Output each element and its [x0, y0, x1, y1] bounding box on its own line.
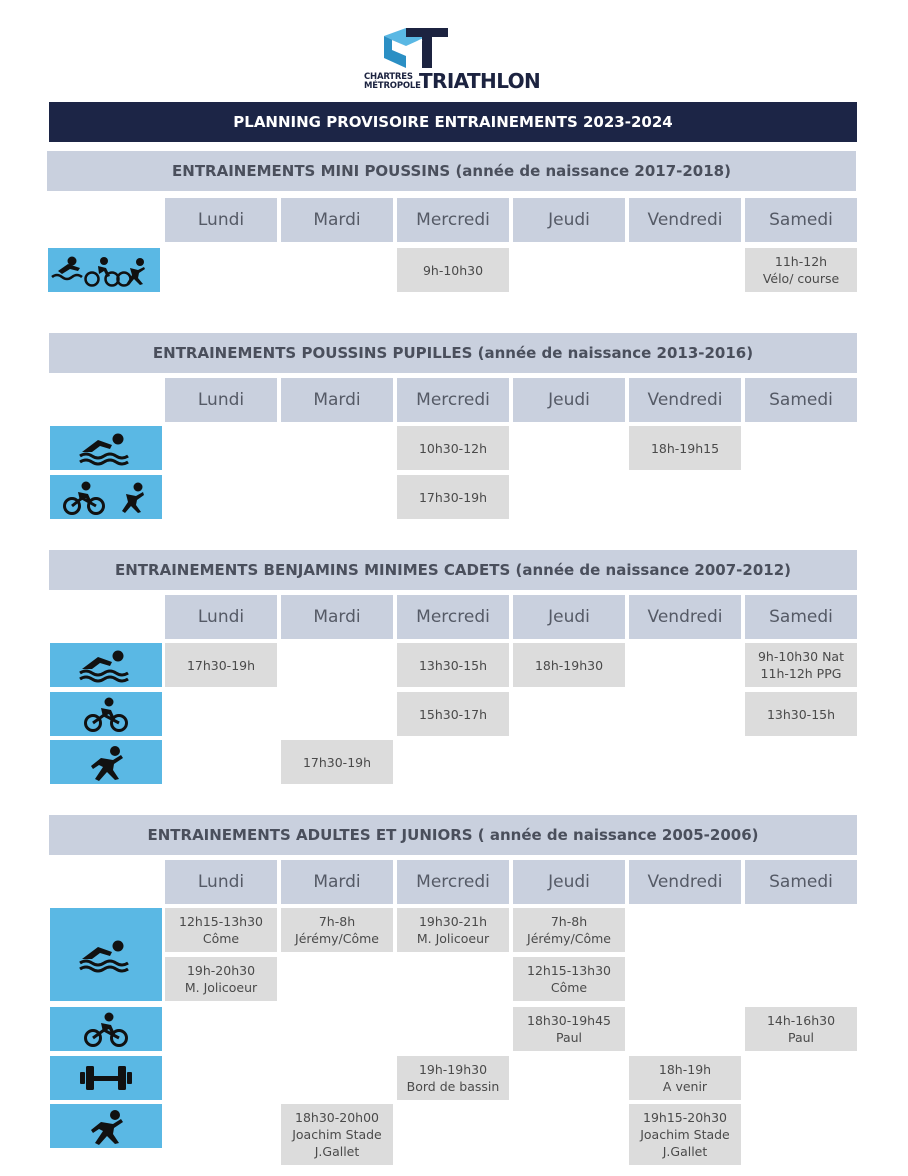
schedule-cell [745, 692, 857, 736]
schedule-cell-time: 7h-8h [318, 914, 356, 929]
day-header-lundi: Lundi [165, 595, 277, 639]
schedule-cell-time: 18h30-19h45 [527, 1013, 611, 1028]
schedule-cell-time: 15h30-17h [418, 706, 488, 722]
logo-text-chartres: CHARTRES [364, 72, 413, 82]
schedule-cell [745, 643, 857, 687]
schedule-cell [513, 908, 625, 952]
schedule-cell-time: 13h30-15h [766, 706, 836, 722]
schedule-cell [629, 426, 741, 470]
schedule-cell-time: 19h-19h30 [418, 1062, 488, 1077]
schedule-cell-coach: M. Jolicoeur [184, 980, 258, 995]
schedule-cell [629, 1056, 741, 1100]
schedule-cell-coach: Joachim Stade [640, 1127, 730, 1142]
section-title-mini-poussins: ENTRAINEMENTS MINI POUSSINS (année de naissance 2017-2018) [47, 151, 856, 191]
schedule-cell-coach: M. Jolicoeur [416, 931, 490, 946]
schedule-cell-time: 9h-10h30 Nat [757, 649, 844, 664]
day-header-mardi: Mardi [281, 860, 393, 904]
bike-icon [50, 692, 162, 736]
schedule-cell-coach: Bord de bassin [406, 1079, 500, 1094]
schedule-cell-time: 12h15-13h30 [179, 914, 263, 929]
day-header-vendredi: Vendredi [629, 198, 741, 242]
club-logo [362, 26, 546, 96]
day-header-vendredi: Vendredi [629, 378, 741, 422]
schedule-cell [745, 248, 857, 292]
section-title-poussins-pupilles: ENTRAINEMENTS POUSSINS PUPILLES (année de naissance 2013-2016) [49, 333, 857, 373]
bike-icon [50, 1007, 162, 1051]
schedule-cell [397, 692, 509, 736]
schedule-cell-time: 9h-10h30 [422, 262, 484, 278]
swim-icon [50, 643, 162, 687]
schedule-cell-time: 17h30-19h [186, 657, 256, 673]
schedule-cell [397, 1056, 509, 1100]
schedule-cell-time: 18h-19h15 [650, 440, 720, 456]
schedule-cell [513, 643, 625, 687]
schedule-cell-time: 19h15-20h30 [643, 1110, 727, 1125]
schedule-cell [513, 1007, 625, 1051]
section-title-adultes-juniors: ENTRAINEMENTS ADULTES ET JUNIORS ( année de naissance 2005-2006) [49, 815, 857, 855]
schedule-cell [281, 908, 393, 952]
section-title-benjamins-minimes-cadets: ENTRAINEMENTS BENJAMINS MINIMES CADETS (année de naissance 2007-2012) [49, 550, 857, 590]
schedule-cell-coach: J.Gallet [314, 1144, 360, 1159]
day-header-mercredi: Mercredi [397, 378, 509, 422]
day-header-samedi: Samedi [745, 860, 857, 904]
schedule-cell-time: 18h-19h [658, 1062, 712, 1077]
day-header-vendredi: Vendredi [629, 595, 741, 639]
schedule-cell-time: 11h-12h [774, 254, 828, 269]
run-icon [50, 1104, 162, 1148]
schedule-cell-time: 13h30-15h [418, 657, 488, 673]
day-header-lundi: Lundi [165, 198, 277, 242]
schedule-cell [397, 426, 509, 470]
schedule-cell [397, 475, 509, 519]
day-header-samedi: Samedi [745, 378, 857, 422]
logo-mark-icon [362, 26, 546, 74]
day-header-mardi: Mardi [281, 378, 393, 422]
schedule-cell-time: 11h-12h PPG [760, 666, 842, 681]
day-header-mercredi: Mercredi [397, 198, 509, 242]
run-icon [50, 740, 162, 784]
day-header-lundi: Lundi [165, 860, 277, 904]
schedule-cell-coach: Paul [787, 1030, 815, 1045]
day-header-vendredi: Vendredi [629, 860, 741, 904]
schedule-cell [397, 643, 509, 687]
schedule-cell-time: 19h30-21h [418, 914, 488, 929]
schedule-cell [165, 957, 277, 1001]
schedule-cell-time: 18h-19h30 [534, 657, 604, 673]
dumbbell-icon [50, 1056, 162, 1100]
schedule-cell-coach: Jérémy/Côme [295, 931, 379, 946]
logo-text-metropole: MÉTROPOLE [364, 81, 421, 91]
schedule-cell [165, 908, 277, 952]
logo-text-triathlon: TRIATHLON [419, 69, 541, 93]
page-title: PLANNING PROVISOIRE ENTRAINEMENTS 2023-2024 [49, 102, 857, 142]
schedule-cell [397, 248, 509, 292]
bike-run-icon [50, 475, 162, 519]
day-header-jeudi: Jeudi [513, 860, 625, 904]
schedule-cell [513, 957, 625, 1001]
schedule-cell-coach: Paul [555, 1030, 583, 1045]
day-header-samedi: Samedi [745, 198, 857, 242]
schedule-cell-time: 19h-20h30 [186, 963, 256, 978]
day-header-mercredi: Mercredi [397, 595, 509, 639]
schedule-cell-coach: Jérémy/Côme [527, 931, 611, 946]
schedule-cell-coach: Joachim Stade [292, 1127, 382, 1142]
swim-icon [50, 908, 162, 1001]
schedule-cell [281, 740, 393, 784]
day-header-mercredi: Mercredi [397, 860, 509, 904]
schedule-cell [165, 643, 277, 687]
schedule-cell-time: 17h30-19h [418, 489, 488, 505]
schedule-cell-time: 17h30-19h [302, 754, 372, 770]
day-header-jeudi: Jeudi [513, 198, 625, 242]
schedule-cell-time: 7h-8h [550, 914, 588, 929]
schedule-cell-time: 14h-16h30 [766, 1013, 836, 1028]
schedule-cell-time: 10h30-12h [418, 440, 488, 456]
schedule-cell [629, 1104, 741, 1165]
day-header-samedi: Samedi [745, 595, 857, 639]
swim-icon [50, 426, 162, 470]
day-header-jeudi: Jeudi [513, 378, 625, 422]
day-header-lundi: Lundi [165, 378, 277, 422]
day-header-mardi: Mardi [281, 198, 393, 242]
schedule-cell-coach: A venir [662, 1079, 708, 1094]
schedule-cell-time: 12h15-13h30 [527, 963, 611, 978]
triathlon-icon [48, 248, 160, 292]
day-header-jeudi: Jeudi [513, 595, 625, 639]
schedule-cell-note: Vélo/ course [762, 271, 840, 286]
schedule-cell [281, 1104, 393, 1165]
schedule-cell-coach: Côme [202, 931, 240, 946]
schedule-cell [745, 1007, 857, 1051]
day-header-mardi: Mardi [281, 595, 393, 639]
schedule-cell [397, 908, 509, 952]
schedule-cell-coach: Côme [550, 980, 588, 995]
schedule-cell-coach: J.Gallet [662, 1144, 708, 1159]
schedule-cell-time: 18h30-20h00 [295, 1110, 379, 1125]
